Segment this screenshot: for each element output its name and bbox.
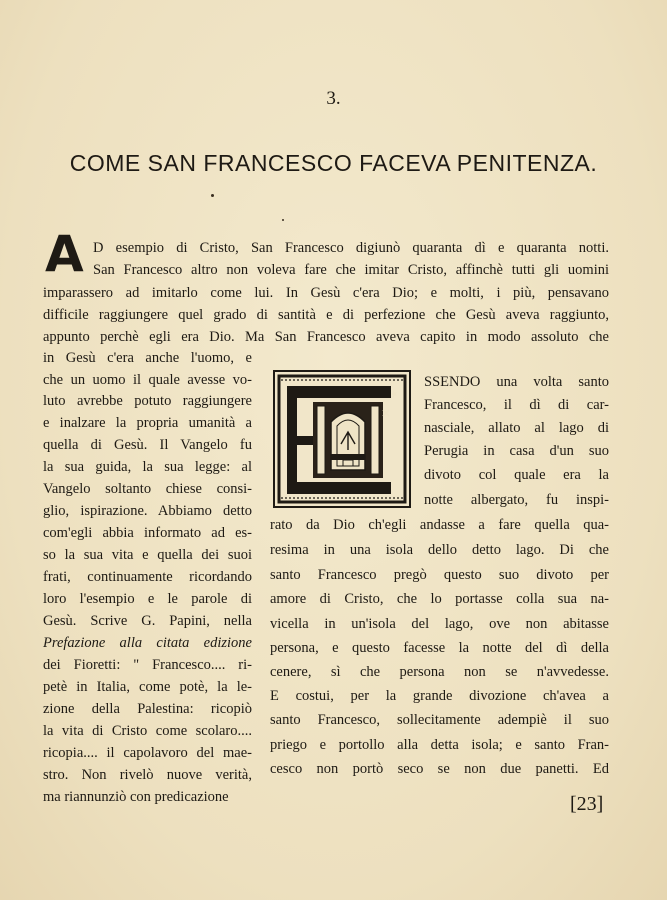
left-column-line: so la sua vita e quella dei suoi xyxy=(43,547,252,563)
left-column-line: la vita di Cristo come scolaro.... xyxy=(43,723,252,739)
right-column-line: SSENDO una volta santo xyxy=(424,374,609,390)
drop-cap-initial: A xyxy=(45,225,84,283)
left-column-line: zione della Palestina: ricopiò xyxy=(43,701,252,717)
ink-speck xyxy=(282,219,284,221)
left-column-line: e inalzare la propria umanità a xyxy=(43,415,252,431)
body-line: D esempio di Cristo, San Francesco digiunò quaranta dì e quaranta notti. xyxy=(93,240,609,256)
left-column-line: quella di Gesù. Il Vangelo fu xyxy=(43,437,252,453)
left-column-line: dei Fioretti: " Francesco.... ri- xyxy=(43,657,252,673)
left-column-line: Vangelo soltanto chiese consi- xyxy=(43,481,252,497)
left-column-line: stro. Non rivelò nuove verità, xyxy=(43,767,252,783)
chapter-number: 3. xyxy=(326,88,341,109)
right-column-line: Perugia in casa d'un suo xyxy=(424,443,609,459)
left-column-line: Prefazione alla citata edizione xyxy=(43,635,252,651)
left-column-line: frati, continuamente ricordando xyxy=(43,569,252,585)
right-column-line: rato da Dio ch'egli andasse a fare quella qua- xyxy=(270,517,609,533)
left-column-line: luto avrebbe potuto raggiungere xyxy=(43,393,252,409)
left-column-line: in Gesù c'era anche l'uomo, e xyxy=(43,350,252,366)
right-column-line: resima in una isola dello detto lago. Di che xyxy=(270,542,609,558)
body-line: difficile raggiungere quel grado di santità e di perfezione che Gesù aveva raggiunto, xyxy=(43,307,609,323)
woodcut-initial-e-illustration xyxy=(273,370,411,508)
ink-speck xyxy=(211,194,214,197)
left-column-line: ricopia.... il capolavoro del mae- xyxy=(43,745,252,761)
left-column-line: ma riannunziò con predicazione xyxy=(43,789,229,805)
left-column-line: com'egli abbia informato ad es- xyxy=(43,525,252,541)
right-column-line: amore di Cristo, che lo portasse colla sua na- xyxy=(270,591,609,607)
right-column-line: santo Francesco pregò questo suo divoto per xyxy=(270,567,609,583)
left-column-line: petè in Italia, come potè, la le- xyxy=(43,679,252,695)
body-line: San Francesco altro non voleva fare che imitar Cristo, affinchè tutti gli uomini xyxy=(93,262,609,278)
left-column-line: Gesù. Scrive G. Papini, nella xyxy=(43,613,252,629)
left-column-line: loro l'esempio e le parole di xyxy=(43,591,252,607)
body-line: appunto perchè egli era Dio. Ma San Francesco aveva capito in modo assoluto che xyxy=(43,329,609,345)
right-column-line: notte albergato, fu inspi- xyxy=(424,492,609,508)
page-number: [23] xyxy=(570,793,604,815)
left-column-line: che un uomo il quale avesse vo- xyxy=(43,372,252,388)
right-column-line: Francesco, il dì di car- xyxy=(424,397,609,413)
right-column-line: persona, e questo facesse la notte del dì della xyxy=(270,640,609,656)
right-column-line: santo Francesco, sollecitamente adempiè il suo xyxy=(270,712,609,728)
right-column-line: priego e portollo alla detta isola; e santo Fran- xyxy=(270,737,609,753)
right-column-line: divoto col quale era la xyxy=(424,467,609,483)
right-column-line: cenere, sì che persona non se n'avvedesse. xyxy=(270,664,609,680)
right-column-line: vicella in un'isola del lago, ove non abitasse xyxy=(270,616,609,632)
left-column-line: la sua guida, la sua legge: al xyxy=(43,459,252,475)
right-column-line: E costui, per la grande divozione ch'avea a xyxy=(270,688,609,704)
right-column-line: nasciale, allato al lago di xyxy=(424,420,609,436)
left-column-line: glio, ispirazione. Abbiamo detto xyxy=(43,503,252,519)
chapter-title: COME SAN FRANCESCO FACEVA PENITENZA. xyxy=(69,150,598,176)
right-column-line: cesco non portò seco se non due panetti. Ed xyxy=(270,761,609,777)
body-line: imparassero ad imitarlo come lui. In Gesù c'era Dio; e molti, i più, pensavano xyxy=(43,285,609,301)
